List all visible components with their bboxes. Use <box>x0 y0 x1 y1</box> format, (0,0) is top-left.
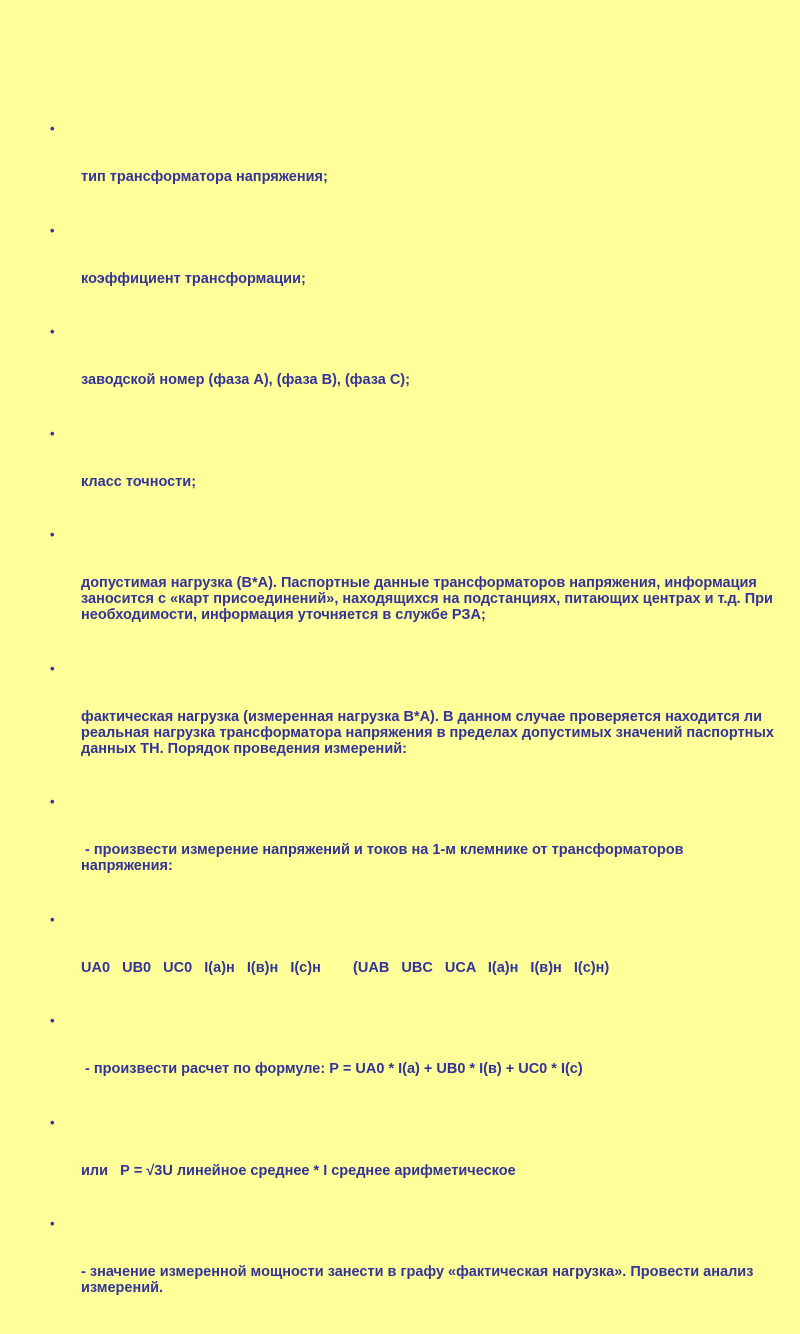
bullet-icon: • <box>50 1013 55 1028</box>
bullet-icon: • <box>50 794 55 809</box>
list-item <box>50 660 778 789</box>
list-item <box>50 527 775 655</box>
list-item-text: тип трансформатора напряжения; <box>81 169 328 185</box>
bullet-icon: • <box>50 527 55 542</box>
list-item-text: - значение измеренной мощности занести в графу «фактическая нагрузка». Провести анализ измерений. <box>81 1264 758 1296</box>
bullet-list <box>50 121 778 1334</box>
bullet-icon: • <box>50 1114 55 1130</box>
list-item <box>50 912 775 1008</box>
list-item-text: заводской номер (фаза А), (фаза В), (фаза С); <box>81 372 410 388</box>
bullet-icon: • <box>50 324 55 339</box>
list-item <box>50 1115 775 1211</box>
list-item-text: коэффициент трансформации; <box>81 270 306 287</box>
list-item <box>50 794 775 906</box>
list-item-text: допустимая нагрузка (В*А). Паспортные данные трансформаторов напряжения, информация заносится с «карт присоединений», находящихся на подстанциях, питающих центрах и т.д. При необходимости, информация уточняется в службе РЗА; <box>81 575 777 623</box>
bullet-icon: • <box>50 911 55 927</box>
bullet-icon: • <box>50 1216 55 1231</box>
list-item <box>50 426 775 522</box>
list-item <box>50 223 775 319</box>
bullet-icon: • <box>50 121 55 136</box>
list-item <box>50 121 775 217</box>
list-item <box>50 1216 775 1328</box>
bullet-icon: • <box>50 222 55 238</box>
list-item-text: фактическая нагрузка (измеренная нагрузка В*А). В данном случае проверяется находится ли реальная нагрузка трансформатора напряжения в пределах допустимых значений паспортных данных ТН. Порядок проведения измерений: <box>81 708 778 757</box>
list-item-text: или Р = √3U линейное среднее * I среднее арифметическое <box>81 1162 516 1179</box>
bullet-icon: • <box>50 660 55 676</box>
list-item <box>50 1013 775 1109</box>
list-item-text: UA0 UB0 UC0 I(а)н I(в)н I(с)н (UAB UBC UCA I(а)н I(в)н I(с)н) <box>81 959 610 976</box>
list-item-text: - произвести расчет по формуле: Р = UA0 * I(а) + UB0 * I(в) + UC0 * I(с) <box>81 1061 583 1077</box>
bullet-icon: • <box>50 425 55 441</box>
list-item-text: класс точности; <box>81 473 197 490</box>
list-item <box>50 324 775 420</box>
list-item-text: - произвести измерение напряжений и токов на 1-м клемнике от трансформаторов напряжения: <box>81 842 688 874</box>
